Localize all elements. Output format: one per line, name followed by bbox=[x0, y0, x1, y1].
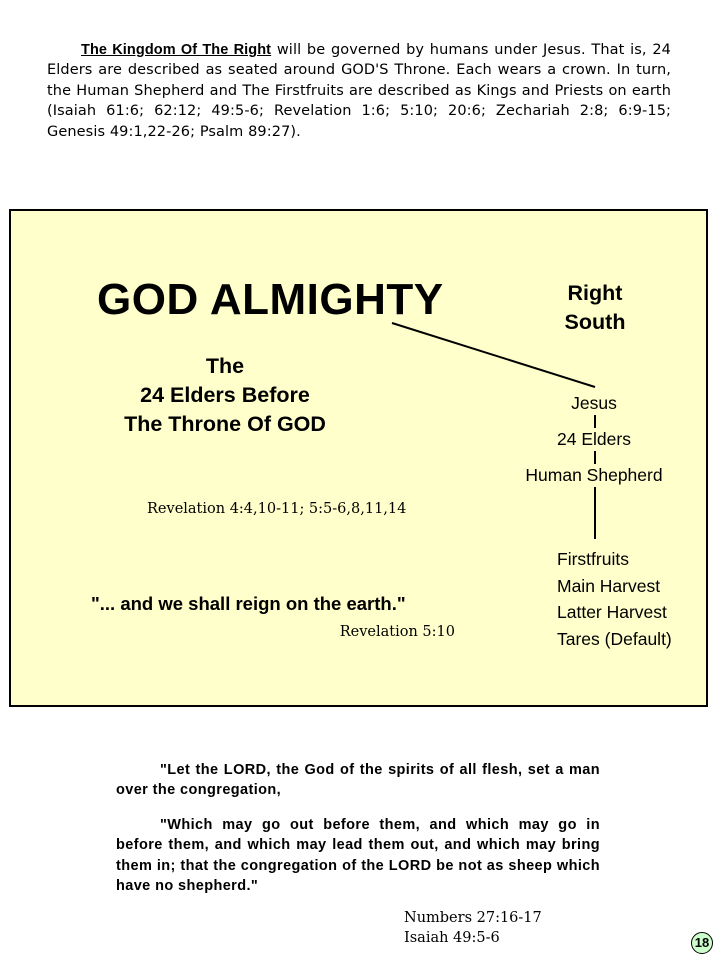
kingdom-diagram-panel bbox=[9, 209, 708, 707]
harvest-tares: Tares (Default) bbox=[557, 628, 672, 649]
page-number-badge: 18 bbox=[691, 932, 713, 954]
intro-text: will be governed by humans under Jesus. That is, 24 Elders are described as seated around GOD'S Throne. Each wears a crown. In turn, the Human Shepherd and The Firstfruits are described as Kings and Priests on earth (Isaiah 61:6; 62:12; 49:5-6; Revelation 1:6; 5:10; 20:6; Zechariah 2:8; 6:9-15; Genesis 49:1,22-26; Psalm 89:27). bbox=[47, 42, 672, 140]
elders-reference: Revelation 4:4,10-11; 5:5-6,8,11,14 bbox=[147, 501, 407, 517]
direction-right: Right bbox=[567, 281, 623, 305]
link-elders-shepherd bbox=[594, 451, 596, 464]
link-jesus-elders bbox=[594, 415, 596, 428]
reign-quote: "... and we shall reign on the earth." bbox=[91, 593, 406, 614]
node-24-elders: 24 Elders bbox=[557, 429, 631, 449]
harvest-latter: Latter Harvest bbox=[557, 602, 667, 622]
reference-isaiah: Isaiah 49:5-6 bbox=[404, 930, 500, 946]
intro-paragraph bbox=[47, 40, 671, 142]
reign-quote-reference: Revelation 5:10 bbox=[339, 624, 455, 640]
elders-heading bbox=[75, 352, 375, 439]
node-jesus: Jesus bbox=[571, 393, 617, 413]
elders-heading-line-1: The bbox=[205, 354, 245, 378]
direction-label bbox=[535, 279, 655, 337]
scripture-references bbox=[404, 908, 542, 948]
link-shepherd-harvests bbox=[594, 487, 596, 539]
intro-lead: The Kingdom Of The Right bbox=[81, 42, 272, 58]
scripture-paragraph-1: "Let the LORD, the God of the spirits of all flesh, set a man over the congregation, bbox=[116, 762, 600, 799]
scripture-quote bbox=[116, 760, 600, 910]
harvest-firstfruits: Firstfruits bbox=[557, 549, 629, 569]
god-almighty-title: GOD ALMIGHTY bbox=[97, 275, 444, 324]
scripture-paragraph-2: "Which may go out before them, and which may go in before them, and which may lead them out, and which may bring them in; that the congregation of the LORD be not as sheep which have no shepherd." bbox=[116, 816, 600, 895]
node-human-shepherd: Human Shepherd bbox=[525, 465, 663, 485]
direction-south: South bbox=[564, 310, 626, 334]
elders-heading-line-2: 24 Elders Before bbox=[140, 383, 310, 407]
elders-heading-line-3: The Throne Of GOD bbox=[124, 412, 326, 436]
harvest-main: Main Harvest bbox=[557, 575, 661, 596]
reference-numbers: Numbers 27:16-17 bbox=[404, 910, 542, 926]
harvest-list bbox=[557, 546, 672, 652]
